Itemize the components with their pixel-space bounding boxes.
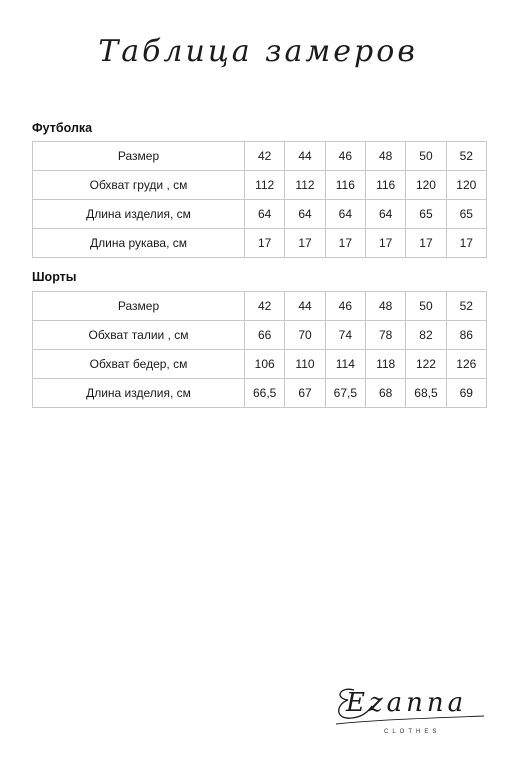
table-cell: 64	[365, 200, 405, 229]
page-title: Таблица замеров	[98, 34, 418, 69]
row-label: Размер	[33, 142, 245, 171]
table-row	[33, 379, 487, 408]
table-cell: 74	[325, 321, 365, 350]
table-cell: 52	[446, 292, 486, 321]
table-row	[33, 229, 487, 258]
table-cell: 126	[446, 350, 486, 379]
table-cell: 48	[365, 142, 405, 171]
table-cell: 65	[446, 200, 486, 229]
table-cell: 48	[365, 292, 405, 321]
table-cell: 78	[365, 321, 405, 350]
row-label: Длина изделия, см	[33, 200, 245, 229]
table-cell: 42	[245, 142, 285, 171]
table-cell: 50	[406, 292, 446, 321]
size-table-shorts-body	[33, 292, 487, 408]
table-cell: 122	[406, 350, 446, 379]
table-cell: 17	[245, 229, 285, 258]
table-row	[33, 321, 487, 350]
table-row	[33, 200, 487, 229]
section-label-shorts: Шорты	[32, 270, 77, 284]
row-label: Обхват талии , см	[33, 321, 245, 350]
size-table-tshirt-body	[33, 142, 487, 258]
table-cell: 67	[285, 379, 325, 408]
table-cell: 17	[446, 229, 486, 258]
table-cell: 52	[446, 142, 486, 171]
table-cell: 64	[245, 200, 285, 229]
size-table-shorts	[32, 291, 487, 408]
table-cell: 70	[285, 321, 325, 350]
row-label: Размер	[33, 292, 245, 321]
table-cell: 120	[446, 171, 486, 200]
table-cell: 112	[285, 171, 325, 200]
table-cell: 116	[365, 171, 405, 200]
table-cell: 68	[365, 379, 405, 408]
table-cell: 42	[245, 292, 285, 321]
table-cell: 46	[325, 142, 365, 171]
table-cell: 69	[446, 379, 486, 408]
table-cell: 112	[245, 171, 285, 200]
table-row	[33, 142, 487, 171]
table-cell: 44	[285, 292, 325, 321]
table-cell: 66,5	[245, 379, 285, 408]
table-cell: 118	[365, 350, 405, 379]
table-cell: 50	[406, 142, 446, 171]
table-row	[33, 350, 487, 379]
table-cell: 17	[406, 229, 446, 258]
row-label: Обхват груди , см	[33, 171, 245, 200]
table-cell: 65	[406, 200, 446, 229]
section-label-tshirt: Футболка	[32, 121, 93, 135]
brand-logo	[332, 676, 488, 742]
table-cell: 68,5	[406, 379, 446, 408]
table-cell: 17	[285, 229, 325, 258]
table-cell: 106	[245, 350, 285, 379]
table-cell: 120	[406, 171, 446, 200]
table-cell: 67,5	[325, 379, 365, 408]
row-label: Обхват бедер, см	[33, 350, 245, 379]
brand-logo-sub: CLOTHES	[384, 729, 441, 735]
table-cell: 66	[245, 321, 285, 350]
row-label: Длина изделия, см	[33, 379, 245, 408]
table-cell: 44	[285, 142, 325, 171]
table-row	[33, 292, 487, 321]
table-cell: 82	[406, 321, 446, 350]
table-cell: 46	[325, 292, 365, 321]
table-cell: 64	[325, 200, 365, 229]
table-cell: 17	[365, 229, 405, 258]
table-cell: 114	[325, 350, 365, 379]
row-label: Длина рукава, см	[33, 229, 245, 258]
table-cell: 86	[446, 321, 486, 350]
table-cell: 64	[285, 200, 325, 229]
table-cell: 116	[325, 171, 365, 200]
table-row	[33, 171, 487, 200]
table-cell: 17	[325, 229, 365, 258]
brand-logo-word: Ezanna	[346, 688, 468, 718]
size-table-tshirt	[32, 141, 487, 258]
table-cell: 110	[285, 350, 325, 379]
